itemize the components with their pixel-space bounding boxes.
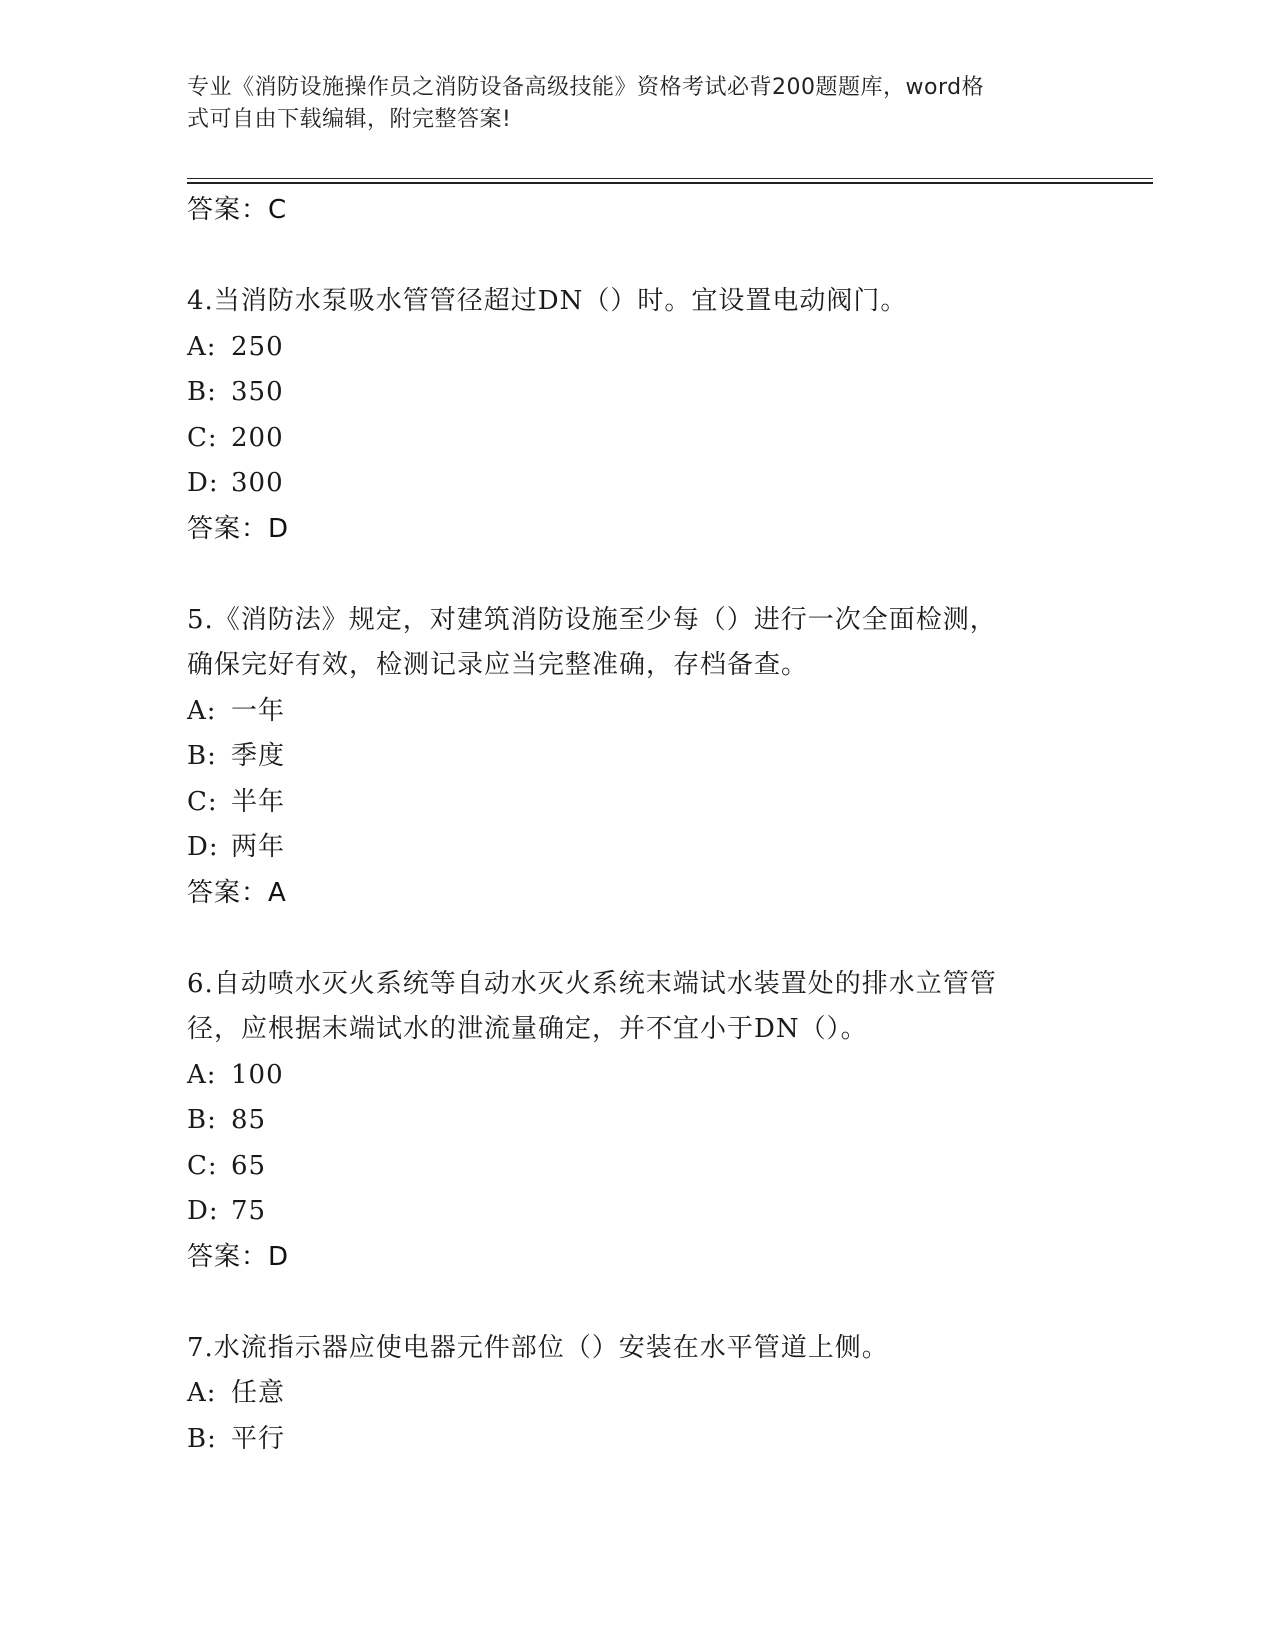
option-label: A: [187, 695, 217, 726]
option-text: 季度 [231, 741, 286, 771]
spacer [187, 1280, 1087, 1326]
option-label: C: [187, 1150, 218, 1181]
question-list [187, 188, 1087, 1462]
question-text: 5.《消防法》规定，对建筑消防设施至少每（）进行一次全面检测， [187, 604, 997, 635]
option-text: 250 [231, 331, 284, 362]
option-label: A: [187, 1059, 217, 1090]
option-label: C: [187, 422, 218, 453]
option-label: B: [187, 741, 217, 771]
answer-line: 答案：C [187, 195, 288, 225]
question-text: 径，应根据末端试水的泄流量确定，并不宜小于DN（）。 [187, 1014, 868, 1044]
question-item [187, 962, 1087, 1281]
spacer [187, 234, 1087, 280]
option-d [187, 461, 1087, 507]
option-label: B: [187, 1105, 217, 1135]
option-a [187, 325, 1087, 371]
question-item [187, 1326, 1087, 1463]
question-text: 7.水流指示器应使电器元件部位（）安装在水平管道上侧。 [187, 1332, 889, 1363]
option-c [187, 1144, 1087, 1190]
option-text: 一年 [231, 695, 286, 726]
option-text: 200 [231, 422, 284, 453]
question-text: 6.自动喷水灭火系统等自动水灭火系统末端试水装置处的排水立管管 [187, 968, 997, 999]
header-divider-thin [187, 178, 1153, 179]
option-label: D: [187, 1196, 219, 1226]
header-divider-thick [187, 182, 1153, 184]
answer-line: 答案：D [187, 1241, 290, 1272]
option-c [187, 780, 1087, 826]
option-text: 75 [231, 1196, 267, 1226]
spacer [187, 916, 1087, 962]
option-text: 两年 [231, 832, 286, 862]
spacer [187, 552, 1087, 598]
option-label: D: [187, 468, 219, 498]
option-label: A: [187, 1378, 217, 1408]
header-line-2: 式可自由下载编辑，附完整答案! [187, 107, 512, 132]
option-text: 100 [231, 1059, 284, 1090]
option-b [187, 370, 1087, 416]
option-d [187, 825, 1087, 871]
option-text: 任意 [231, 1378, 286, 1408]
option-label: A: [187, 331, 217, 362]
option-label: D: [187, 832, 219, 862]
question-text: 4.当消防水泵吸水管管径超过DN（）时。宜设置电动阀门。 [187, 286, 908, 316]
option-b [187, 1098, 1087, 1144]
option-c [187, 416, 1087, 462]
option-label: B: [187, 1423, 217, 1454]
option-b [187, 1417, 1087, 1463]
question-item [187, 279, 1087, 552]
question-text: 确保完好有效，检测记录应当完整准确，存档备查。 [187, 650, 809, 680]
header-line-1: 专业《消防设施操作员之消防设备高级技能》资格考试必背200题题库，word格 [187, 75, 985, 100]
answer-line: 答案：A [187, 877, 287, 908]
option-text: 350 [231, 377, 284, 407]
option-a [187, 1053, 1087, 1099]
document-header [187, 72, 1067, 136]
option-label: C: [187, 786, 218, 817]
question-item [187, 598, 1087, 917]
answer-line: 答案：D [187, 513, 290, 544]
option-text: 85 [231, 1105, 267, 1135]
option-label: B: [187, 377, 217, 407]
option-d [187, 1189, 1087, 1235]
option-b [187, 734, 1087, 780]
option-text: 300 [231, 468, 284, 498]
option-text: 半年 [231, 786, 286, 817]
option-a [187, 689, 1087, 735]
option-text: 65 [231, 1150, 267, 1181]
option-a [187, 1371, 1087, 1417]
option-text: 平行 [231, 1423, 286, 1454]
